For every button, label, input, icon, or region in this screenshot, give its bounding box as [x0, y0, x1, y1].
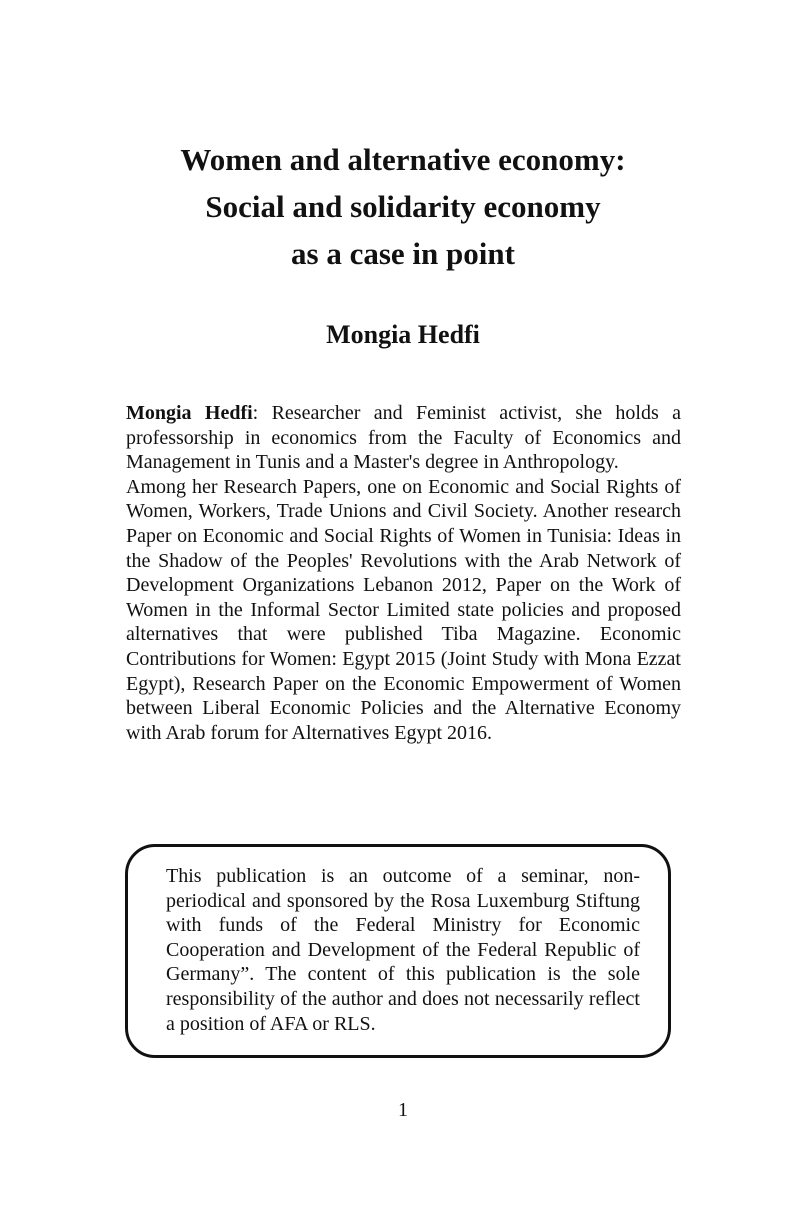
author-name: Mongia Hedfi	[326, 320, 480, 349]
title-line-3: as a case in point	[291, 236, 515, 271]
bio-author-name: Mongia Hedfi	[126, 402, 253, 424]
bio-intro-text: : Researcher and Feminist activist, she holds a professorship in economics from the Faculty of Economics and Management in Tunis and a Master's degree in Anthropology.	[126, 402, 681, 474]
bio-papers-paragraph: Among her Research Papers, one on Economic and Social Rights of Women, Workers, Trade Unions and Civil Society. Another research Paper on Economic and Social Rights of Women in Tunisia: Ideas in the Shadow of the Peoples' Revolutions with the Arab Network of Development Organizations Lebanon 2012, Paper on the Work of Women in the Informal Sector Limited state policies and proposed alternatives that were published Tiba Magazine. Economic Contributions for Women: Egypt 2015 (Joint Study with Mona Ezzat Egypt), Research Paper on the Economic Empowerment of Women between Liberal Economic Policies and the Alternative Economy with Arab forum for Alternatives Egypt 2016.	[126, 475, 681, 744]
disclaimer-text: This publication is an outcome of a seminar, non-periodical and sponsored by the Rosa Luxemburg Stiftung with funds of the Federal Ministry for Economic Cooperation and Development of the Federal Republic of Germany”. The content of this publication is the sole responsibility of the author and does not necessarily reflect a position of AFA or RLS.	[166, 865, 640, 1035]
document-title	[0, 136, 806, 277]
bio-intro-paragraph	[126, 401, 681, 475]
title-line-2: Social and solidarity economy	[205, 189, 601, 224]
page-number: 1	[398, 1099, 408, 1121]
author-bio	[126, 401, 681, 745]
title-line-1: Women and alternative economy:	[180, 142, 626, 177]
